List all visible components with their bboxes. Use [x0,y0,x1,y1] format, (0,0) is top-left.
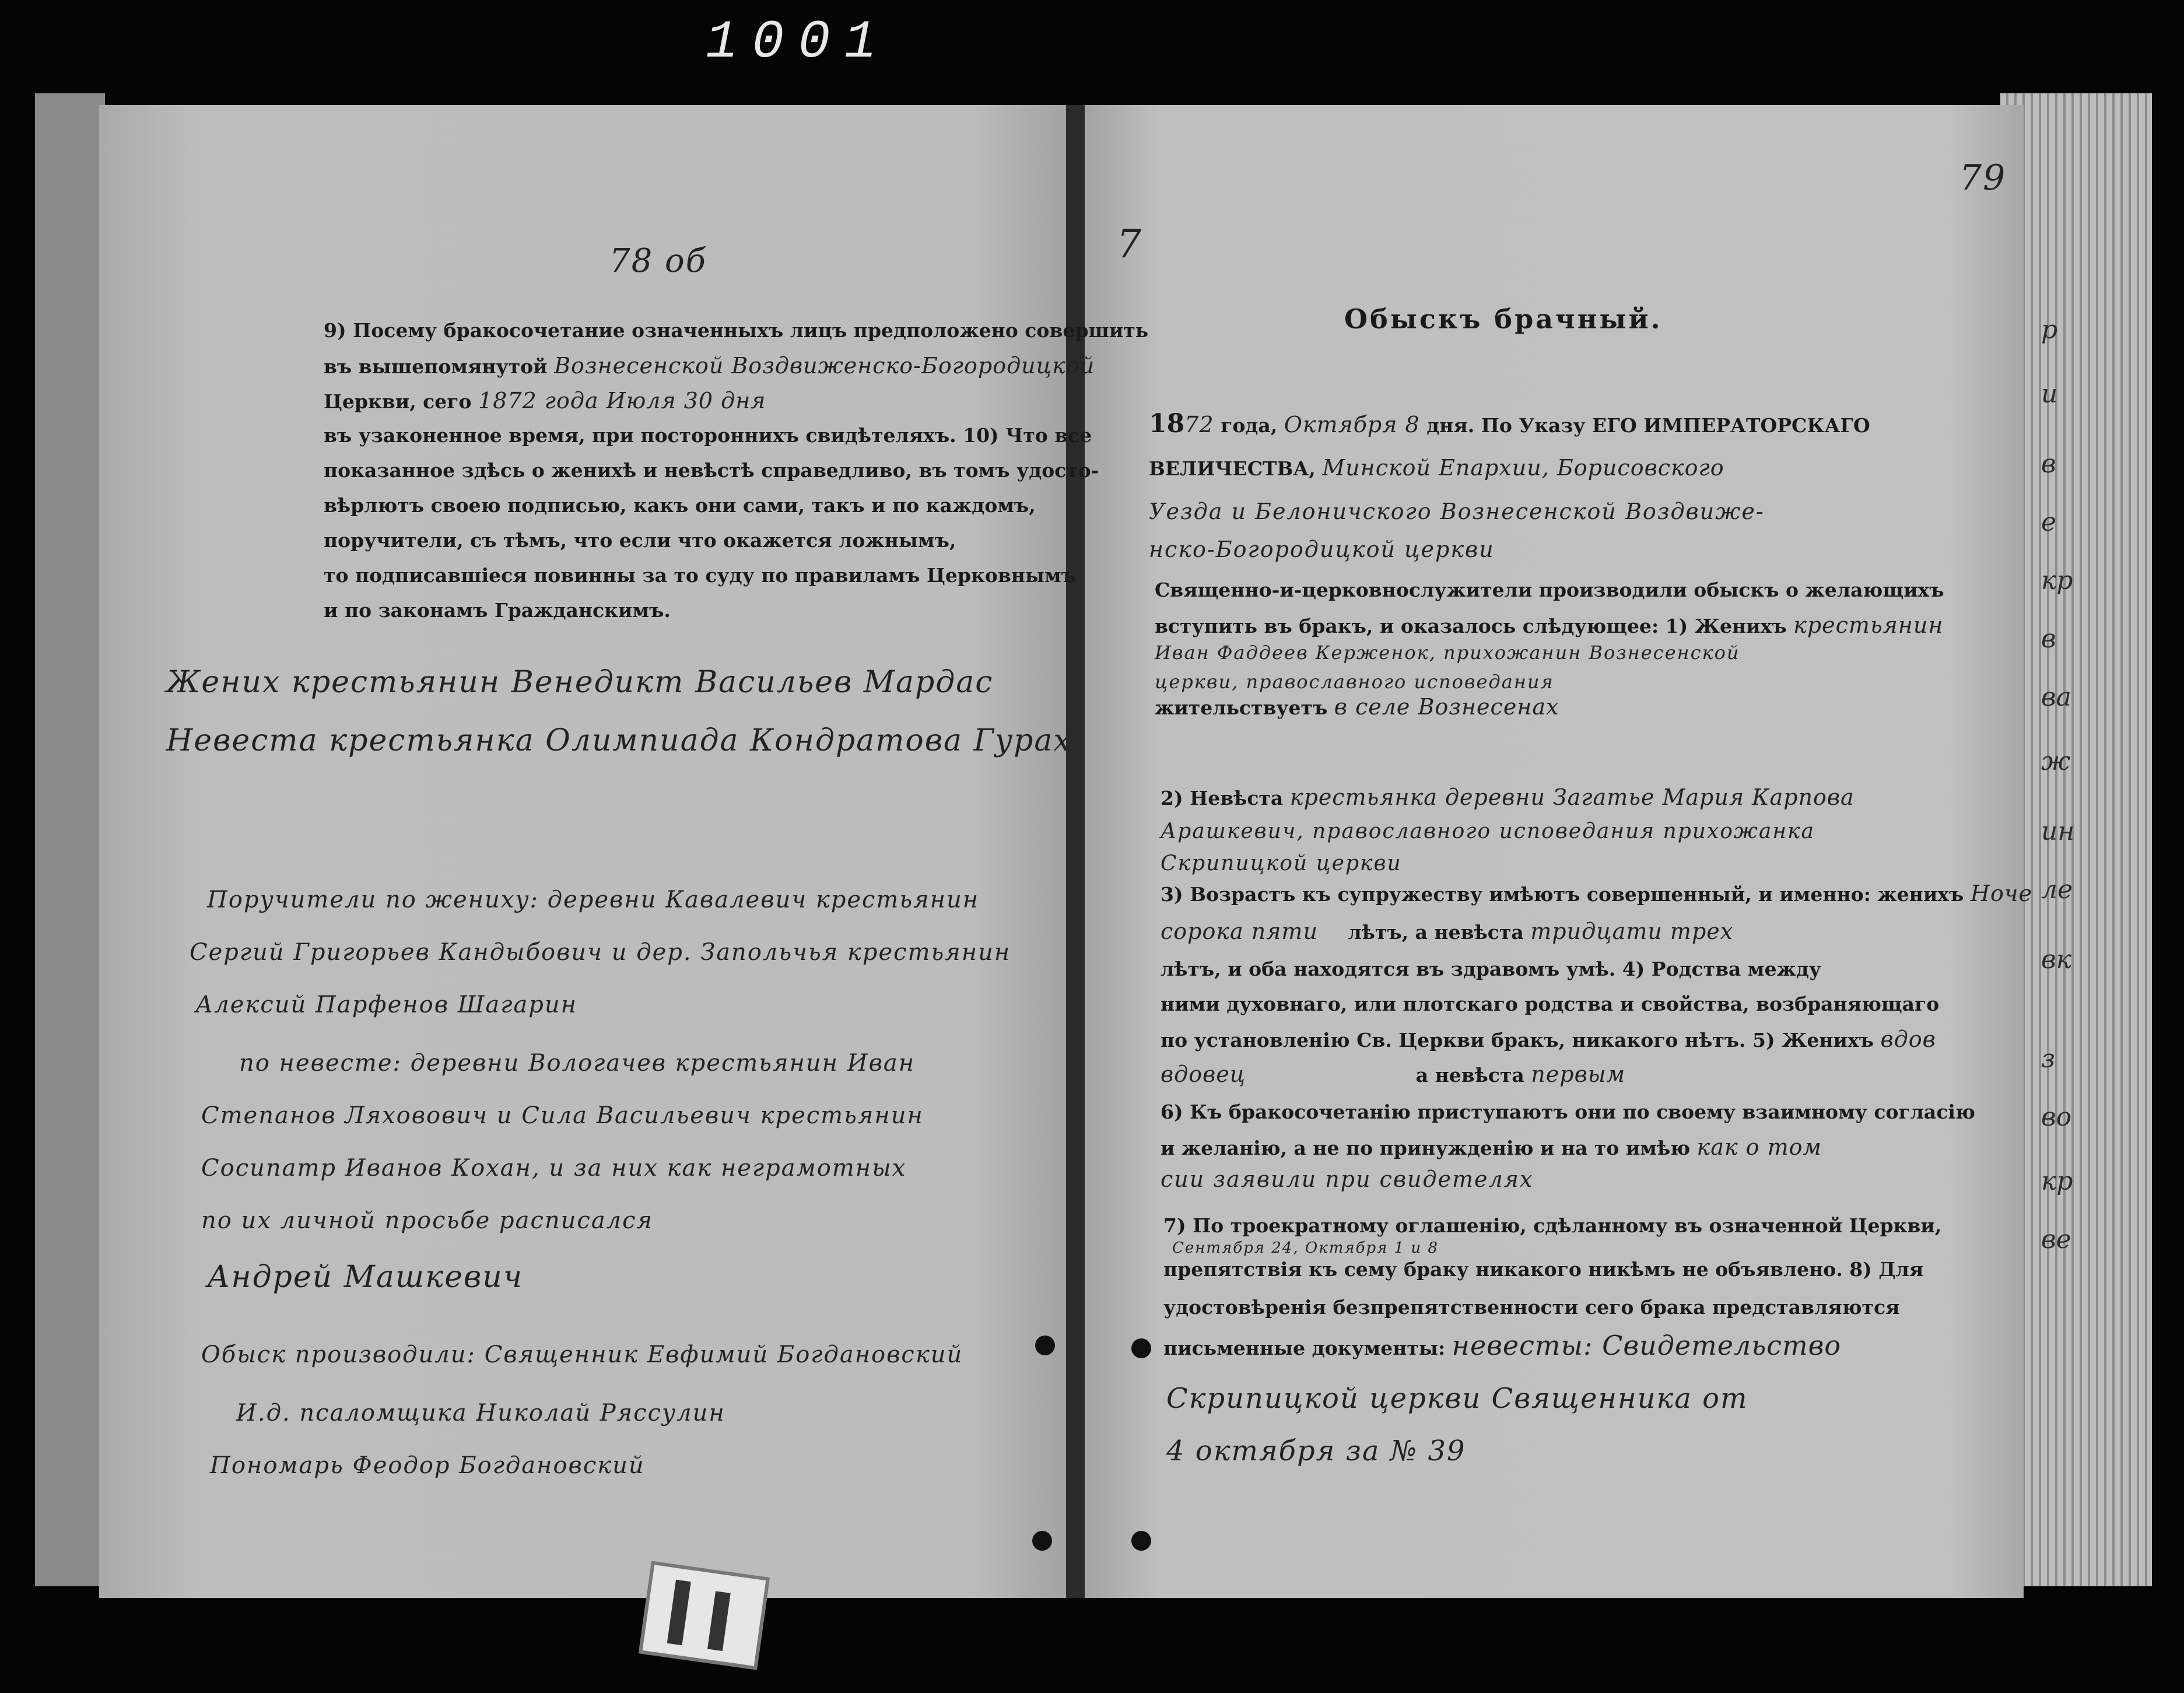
fill-consent: как о том [1696,1134,1822,1160]
right-line-1-b: дня. По Указу [1426,414,1586,437]
next-page-margin-fragments [2029,315,2117,1423]
binding-hole [1131,1338,1151,1358]
fill-church-name: Вознесенской Воздвиженско-Богородицкой [554,353,1095,378]
margin-mark: з [2041,1044,2055,1074]
performed-by-line-3: Пономарь Феодор Богдановский [210,1452,645,1479]
guarantors-bride-line-3: Сосипатр Иванов Кохан, и за них как неграмотных [201,1155,907,1182]
left-printed-line-5: показанное здѣсь о женихѣ и невѣстѣ справедливо, въ томъ удосто- [324,459,1099,482]
fill-groom-state: вдов [1880,1026,1936,1052]
bride-label: 2) Невѣста [1161,787,1284,809]
p7-line: 7) По троекратному оглашенію, сдѣланному въ означенной Церкви, [1163,1214,1942,1237]
margin-mark: р [2041,315,2058,345]
left-printed-line-2 [324,350,1095,383]
performed-by-line-2: И.д. псаломщика Николай Ряссулин [236,1400,725,1426]
left-printed-line-6: вѣрлютъ своею подписью, какъ они сами, такъ и по каждомъ, [324,494,1036,517]
margin-mark: ин [2041,816,2075,846]
left-printed-line-2-text: въ вышепомянутой [324,355,548,378]
right-line-9-text: жительствуетъ [1155,696,1328,719]
right-line-1-c: ЕГО ИМПЕРАТОРСКАГО [1592,414,1870,437]
p7b-line: препятствія къ сему браку никакого никѣмъ не объявлено. 8) Для [1163,1258,1924,1281]
left-printed-line-8: то подписавшіеся повинны за то суду по правиламъ Церковнымъ [324,564,1076,587]
guarantors-bride-line-5: Андрей Машкевич [207,1260,524,1295]
margin-mark: кр [2041,566,2073,595]
right-line-1-a: года, [1221,414,1278,437]
right-line-6 [1155,609,1943,642]
fill-consent-2: сии заявили при свидетелях [1161,1166,1534,1192]
kin3-text: а невѣста [1415,1064,1524,1086]
fill-diocese: Минской Епархии, Борисовского [1322,455,1724,481]
fill-church: нско-Богородицкой церкви [1149,537,1495,562]
left-printed-line-4: въ узаконенное время, при постороннихъ свидѣтеляхъ. 10) Что все [324,424,1092,447]
right-line-1 [1149,408,1870,441]
right-line-2 [1149,452,1724,485]
year-printed: 18 [1149,409,1185,439]
binding-hole [1032,1531,1052,1551]
age-line [1161,878,2032,910]
fill-bride-2: Арашкевич, православного исповедания прихожанка [1161,819,1815,843]
groom-signature: Жених крестьянин Венедикт Васильев Мардас [166,665,994,700]
fill-groom-age-b: сорока пяти [1161,919,1318,944]
binding-hole [1035,1336,1055,1355]
margin-mark: ва [2041,682,2071,712]
p6-line: 6) Къ бракосочетанію приступаютъ они по своему взаимному согласію [1161,1100,1975,1123]
left-printed-line-3-text: Церкви, сего [324,390,472,413]
right-line-5: Священно-и-церковнослужители производили обыскъ о желающихъ [1155,579,1944,601]
year-fill: 72 [1184,412,1214,437]
kin1-line: ними духовнаго, или плотскаго родства и свойства, возбраняющаго [1161,993,1940,1015]
fill-groom-age-a: Ноче [1970,881,2032,906]
fill-groom-3: церкви, православного исповедания [1155,671,1554,693]
performed-by-line-1: Обыск производили: Священник Евфимий Богдановский [201,1341,963,1368]
right-line-6-text: вступить въ бракъ, и оказалось слѣдующее: 1) Женихъ [1155,615,1787,637]
guarantors-bride-line-1: по невесте: деревни Вологачев крестьянин Иван [239,1050,916,1077]
right-line-2-text: ВЕЛИЧЕСТВА, [1149,457,1316,480]
bride-line-1 [1161,781,1855,814]
bride-signature: Невеста крестьянка Олимпиада Кондратова Гурах [166,723,1072,758]
right-page-folio: 79 [1959,157,2007,198]
years-text: лѣтъ, а невѣста [1348,921,1524,944]
left-printed-line-9: и по законамъ Гражданскимъ. [324,599,671,622]
guarantors-groom-line-1: Поручители по жениху: деревни Кавалевич крестьянин [207,886,980,913]
left-printed-line-7: поручители, съ тѣмъ, что если что окажется ложнымъ, [324,529,956,552]
guarantors-bride-line-2: Степанов Ляховович и Сила Васильевич крестьянин [201,1102,924,1129]
p8-line: удостовѣренія безпрепятственности сего брака представляются [1163,1296,1900,1319]
fill-marriage-date: 1872 года Июля 30 дня [478,388,766,413]
age2-line: лѣтъ, и оба находятся въ здравомъ умѣ. 4) Родства между [1161,958,1822,980]
fill-groom-2: Иван Фаддеев Керженок, прихожанин Вознесенской [1155,642,1740,664]
age-text: 3) Возрастъ къ супружеству имѣютъ совершенный, и именно: женихъ [1161,883,1964,906]
fill-bride-state: первым [1531,1061,1626,1087]
fill-banns: Сентября 24, Октября 1 и 8 [1172,1239,1439,1257]
kin2-text: по установленію Св. Церкви бракъ, никакого нѣтъ. 5) Женихъ [1161,1029,1874,1051]
document-title: Обыскъ брачный. [1344,303,1663,335]
years-line [1161,916,1733,948]
guarantors-groom-line-2: Сергий Григорьев Кандыбович и дер. Запольчья крестьянин [190,939,1011,966]
fill-groom-1: крестьянин [1793,612,1944,638]
margin-mark: е [2041,507,2057,537]
fill-docs-2: Скрипицкой церкви Священника от [1166,1382,1748,1415]
book-edge-left [35,93,105,1586]
archive-frame-number: 1001 [706,12,891,73]
margin-mark: вк [2041,945,2071,975]
right-line-9 [1155,691,1559,724]
margin-mark: ле [2041,875,2073,905]
binding-hole [1131,1531,1151,1551]
p6b-text: и желанію, а не по принужденію и на то имѣю [1161,1137,1691,1159]
p8b-line [1163,1330,1841,1364]
margin-mark: кр [2041,1166,2073,1196]
kin2-line [1161,1023,1936,1056]
fill-groom-state-2: вдовец [1161,1061,1246,1087]
p8b-text: письменные документы: [1163,1337,1446,1359]
kin3-line [1161,1058,1625,1091]
guarantors-groom-line-3: Алексий Парфенов Шагарин [195,991,577,1018]
margin-mark: в [2041,449,2056,479]
fill-bride-1: крестьянка деревни Загатье Мария Карпова [1289,784,1855,810]
fill-uezd: Уезда и Белоничского Вознесенской Воздвиже- [1149,499,1765,524]
left-page-number: 78 об [609,242,707,280]
margin-mark: ж [2041,746,2071,776]
fill-bride-3: Скрипицкой церкви [1161,851,1402,875]
fill-docs-1: невесты: Свидетельство [1452,1330,1842,1361]
fill-residence: в селе Вознесенах [1334,694,1559,720]
fill-date: Октября 8 [1284,412,1420,437]
guarantors-bride-line-4: по их личной просьбе расписался [201,1207,654,1234]
left-printed-line-3 [324,385,766,418]
margin-mark: в [2041,624,2056,654]
margin-mark: ве [2041,1225,2071,1254]
margin-mark: во [2041,1102,2072,1132]
left-printed-line-1: 9) Посему бракосочетание означенныхъ лицъ предположено совершить [324,319,1149,342]
right-page-number: 7 [1117,222,1142,267]
binder-clip [639,1561,770,1670]
p6b-line [1161,1131,1822,1164]
margin-mark: и [2041,379,2058,409]
fill-bride-age: тридцати трех [1530,919,1734,944]
fill-docs-3: 4 октября за № 39 [1166,1435,1466,1467]
